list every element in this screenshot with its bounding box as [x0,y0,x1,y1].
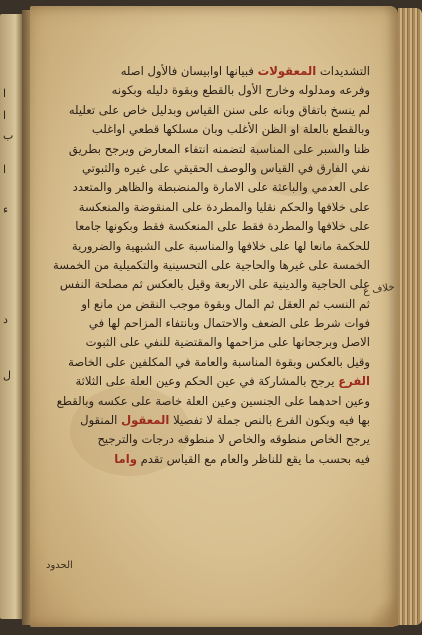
page-edges [398,8,422,625]
line-text: وفرعه ومدلوله وخارج الأول بالقطع وبقوة دليله وبكونه [111,83,370,98]
previous-page-mark: ا [3,109,7,122]
text-line [52,295,370,314]
text-line [52,256,370,275]
text-line [52,430,370,449]
text-line [52,62,370,81]
manuscript-text [52,62,370,469]
line-text: التشديدات [316,64,370,78]
line-text: فيه بحسب ما يقع للناظر والعام مع القياس تقدم [136,451,370,466]
text-line [52,450,370,469]
text-line [52,140,370,159]
previous-page-mark: ل [3,369,11,382]
text-line [52,353,370,372]
line-text: الاصل وبرجحانها على مزاحمها والمقتضية للنفي على الثبوت [85,335,370,350]
line-text: وقيل بالعكس وبقوة المناسبة والعامة في المكلفين على الخاصة [68,354,370,369]
text-line [52,217,370,236]
previous-page-mark: ء [3,203,9,216]
rubric-word: المعقول [121,413,170,428]
text-line [52,159,370,178]
text-line [52,333,370,352]
line-text: للحكمة مانعا لها على خلافها والمناسبة على الشبهية والضرورية [71,238,370,253]
line-text: على العدمي والباعثة على الامارة والمنضبطة والظاهر والمتعدد [72,180,370,195]
line-text: الخمسة على غيرها والحاجية على التحسينية والتكميلية من الخمسة [52,257,370,272]
line-text: نفي الفارق في القياس والوصف الحقيقي على غيره والثبوتي [82,160,370,175]
text-line [52,411,370,430]
text-line [52,392,370,411]
line-text: على الحاجية والدينية على الاربعة وقيل بالعكس ثم مصلحة النفس [59,277,370,292]
previous-page-mark: ب [3,129,14,142]
text-line [52,178,370,197]
margin-note: خلاف ع [362,281,396,298]
text-line [52,237,370,256]
line-text: وبالقطع بالعلة او الظن الأغلب وبان مسلكها قطعي اواغلب [91,122,370,137]
line-text: وعين احدهما على الجنسين وعين العلة خاصة على عكسه وبالقطع [56,393,370,408]
line-text-rest: المنقول [80,413,122,428]
line-text: ظنا والسبر على المناسبة لتضمنه انتفاء المعارض ويرجح بطريق [68,141,370,156]
text-line [52,120,370,139]
rubric-word: الفرع [338,374,370,389]
previous-page-edge [0,14,22,619]
rubric-word: واما [114,451,137,466]
line-text: لم ينسخ باتفاق وبانه على سنن القياس وبدليل خاص على تعليله [68,102,370,117]
rubric-word: المعقولات [257,64,317,78]
line-text: بها فيه وبكون الفرع بالنص جملة لا تفصيلا [169,413,370,428]
line-text: على خلافها والحكم نقليا والمطردة على المنقوضة والمنعكسة [78,199,370,214]
line-text-rest: فبيانها اوابيسان فالأول اصله [120,64,258,78]
previous-page-mark: ا [3,163,7,176]
line-text: على خلافها والمطردة فقط على المنعكسة فقط وبكونها جامعا [75,219,370,234]
text-line [52,101,370,120]
catchword: الحدود [46,560,73,571]
line-text: ثم النسب ثم العقل ثم المال وبقوة موجب النقض من مانع او [81,296,370,311]
text-line [52,81,370,100]
text-line [52,314,370,333]
corner-wear [366,598,398,626]
line-text: فوات شرط على الضعف والاحتمال وبانتفاء المزاحم لها في [88,316,370,331]
previous-page-mark: د [3,313,8,326]
previous-page-mark: ا [3,87,7,100]
text-line [52,275,370,294]
line-text-rest: يرجح بالمشاركة في عين الحكم وعين العلة على الثلاثة [75,374,339,389]
line-text: يرجح الخاص منطوقه والخاص لا منطوقه درجات والترجيح [97,432,370,447]
text-line [52,198,370,217]
text-line [52,372,370,391]
